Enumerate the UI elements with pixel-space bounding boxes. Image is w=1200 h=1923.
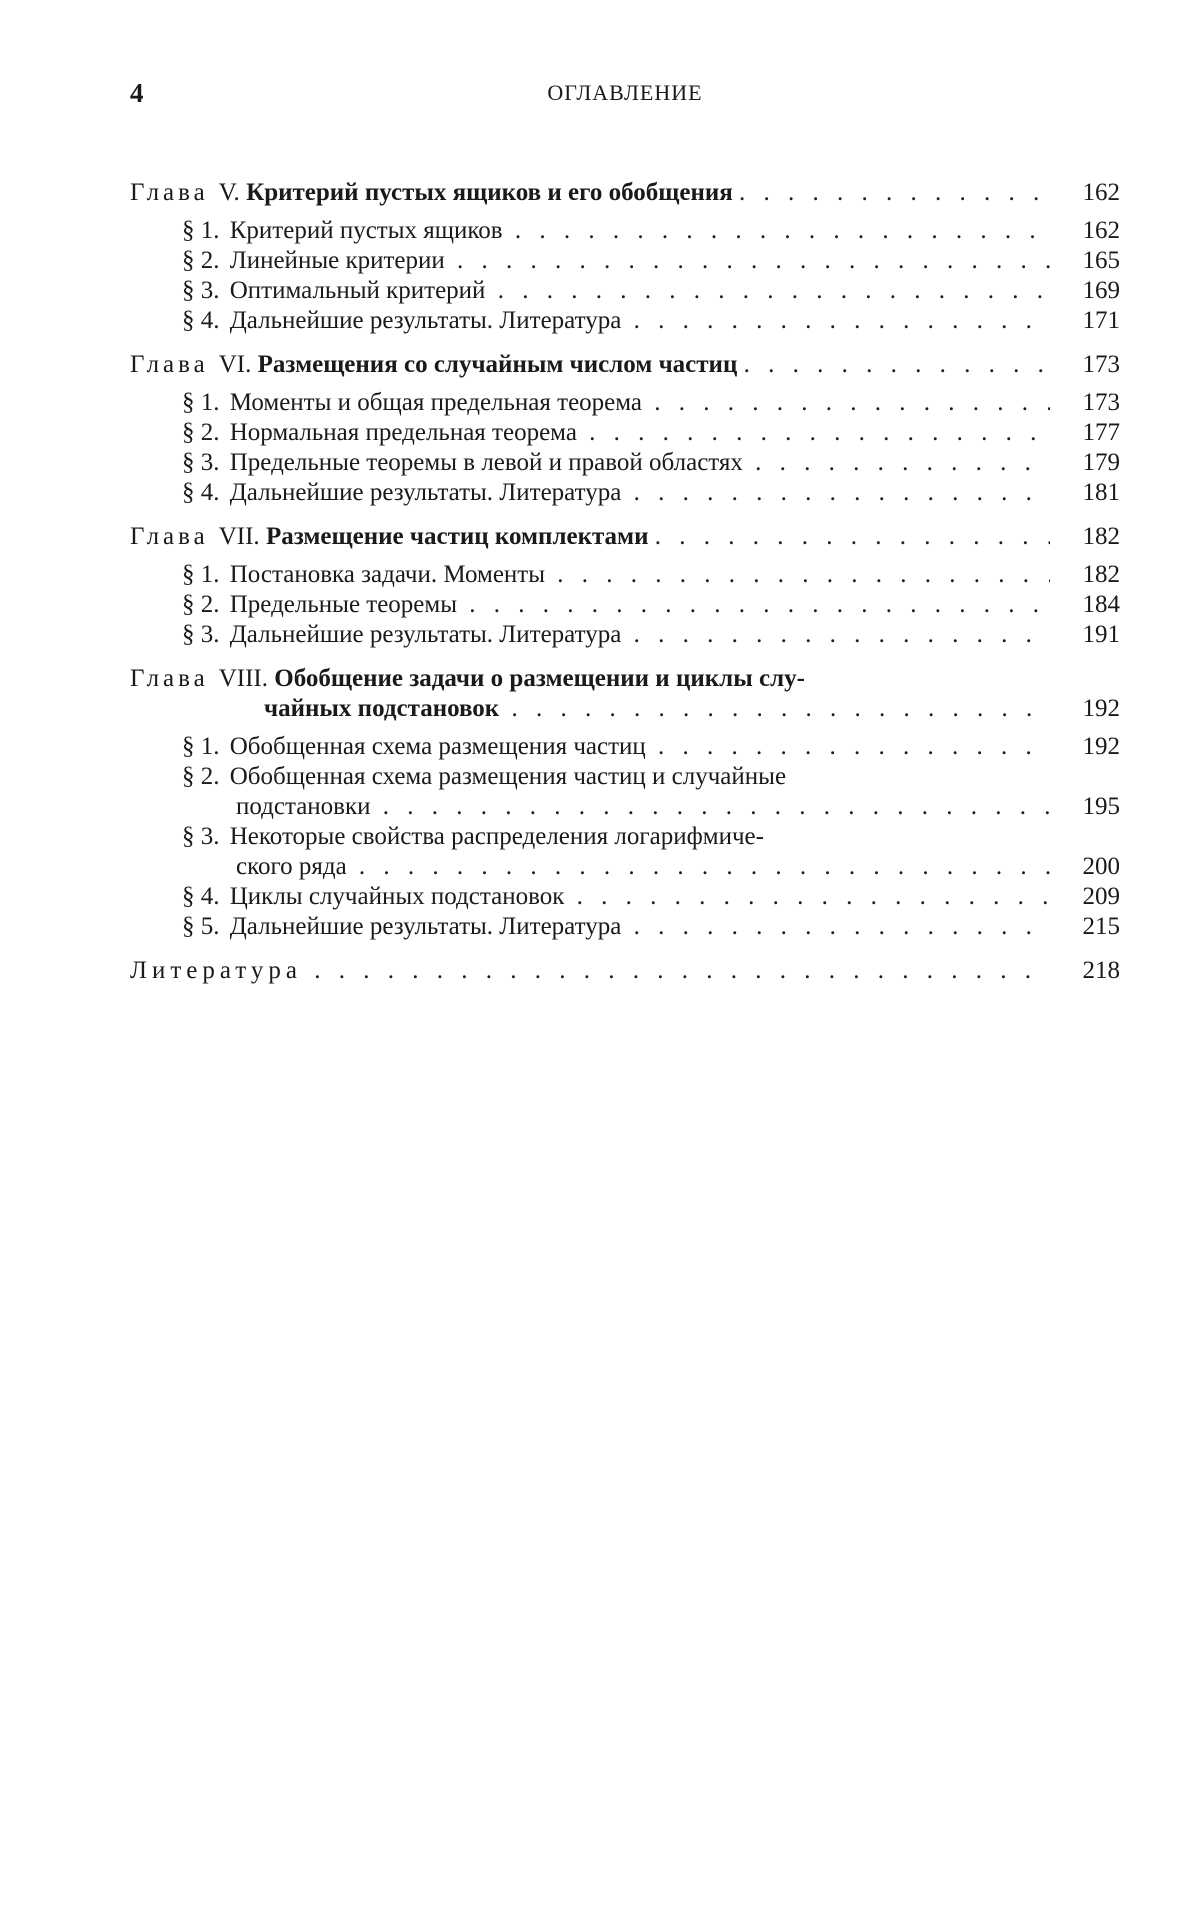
section-entry[interactable] xyxy=(130,478,1120,508)
section-entry[interactable] xyxy=(130,882,1120,912)
page-ref: 218 xyxy=(1082,957,1120,984)
page-ref: 177 xyxy=(1082,419,1120,446)
chapter-heading[interactable] xyxy=(130,522,1120,552)
section-entry[interactable] xyxy=(130,590,1120,620)
chapter-7 xyxy=(130,522,1120,650)
page-ref: 200 xyxy=(1082,853,1120,880)
section-title-line1: Некоторые свойства распределения логарифмиче- xyxy=(229,823,764,850)
section-number: § 1. xyxy=(182,733,220,760)
chapter-word: Глава xyxy=(130,179,209,206)
section-number: § 4. xyxy=(182,479,220,506)
chapter-6 xyxy=(130,350,1120,508)
section-entry[interactable] xyxy=(130,560,1120,590)
page-ref: 195 xyxy=(1082,793,1120,820)
section-number: § 1. xyxy=(182,217,220,244)
page-ref: 165 xyxy=(1082,247,1120,274)
section-title: Предельные теоремы xyxy=(229,591,458,618)
chapter-title-line1: Обобщение задачи о размещении и циклы слу- xyxy=(274,665,805,692)
section-number: § 3. xyxy=(182,823,220,850)
section-title: Критерий пустых ящиков xyxy=(229,217,503,244)
section-entry-line2[interactable] xyxy=(130,852,1120,882)
section-number: § 2. xyxy=(182,763,220,790)
table-of-contents xyxy=(130,178,1120,986)
chapter-title: Размещения со случайным числом частиц xyxy=(257,351,738,378)
page-header xyxy=(130,78,1120,118)
section-title-line2: ского ряда xyxy=(236,853,347,880)
section-number: § 4. xyxy=(182,307,220,334)
chapter-8 xyxy=(130,664,1120,942)
page-ref: 182 xyxy=(1082,523,1120,550)
section-number: § 1. xyxy=(182,561,220,588)
chapter-heading-line2[interactable] xyxy=(130,694,1120,724)
section-title: Дальнейшие результаты. Литература xyxy=(229,479,622,506)
section-number: § 3. xyxy=(182,277,220,304)
chapter-word: Глава xyxy=(130,351,209,378)
chapter-word: Глава xyxy=(130,523,209,550)
section-entry-line1[interactable] xyxy=(130,822,1120,852)
section-number: § 2. xyxy=(182,247,220,274)
section-title: Обобщенная схема размещения частиц xyxy=(229,733,646,760)
section-number: § 5. xyxy=(182,913,220,940)
chapter-title-line2: чайных подстановок xyxy=(264,695,500,722)
section-title: Постановка задачи. Моменты xyxy=(229,561,546,588)
page-ref: 184 xyxy=(1082,591,1120,618)
page-ref: 215 xyxy=(1082,913,1120,940)
chapter-heading[interactable] xyxy=(130,350,1120,380)
section-title: Нормальная предельная теорема xyxy=(229,419,577,446)
section-number: § 2. xyxy=(182,591,220,618)
section-entry-line1[interactable] xyxy=(130,762,1120,792)
section-title: Линейные критерии xyxy=(229,247,445,274)
page-ref: 169 xyxy=(1082,277,1120,304)
section-entry-line2[interactable] xyxy=(130,792,1120,822)
section-entry[interactable] xyxy=(130,276,1120,306)
section-title: Дальнейшие результаты. Литература xyxy=(229,621,622,648)
page-ref: 179 xyxy=(1082,449,1120,476)
section-title: Дальнейшие результаты. Литература xyxy=(229,913,622,940)
section-title: Предельные теоремы в левой и правой областях xyxy=(229,449,743,476)
section-title: Моменты и общая предельная теорема xyxy=(229,389,643,416)
chapter-title: Критерий пустых ящиков и его обобщения xyxy=(246,179,733,206)
section-title: Оптимальный критерий xyxy=(229,277,486,304)
chapter-number: VIII. xyxy=(218,665,268,692)
literature-entry[interactable] xyxy=(130,956,1120,986)
page-ref: 182 xyxy=(1082,561,1120,588)
running-title: ОГЛАВЛЕНИЕ xyxy=(547,80,703,105)
section-entry[interactable] xyxy=(130,306,1120,336)
chapter-heading[interactable] xyxy=(130,178,1120,208)
section-entry[interactable] xyxy=(130,732,1120,762)
chapter-5 xyxy=(130,178,1120,336)
section-title-line1: Обобщенная схема размещения частиц и случайные xyxy=(229,763,787,790)
section-number: § 4. xyxy=(182,883,220,910)
section-entry[interactable] xyxy=(130,448,1120,478)
page-ref: 162 xyxy=(1082,179,1120,206)
section-number: § 3. xyxy=(182,449,220,476)
chapter-number: VI. xyxy=(218,351,252,378)
literature-title: Литература xyxy=(130,957,302,984)
page-ref: 192 xyxy=(1082,733,1120,760)
chapter-heading-line1[interactable] xyxy=(130,664,1120,694)
section-entry[interactable] xyxy=(130,246,1120,276)
page-ref: 173 xyxy=(1082,389,1120,416)
page-ref: 191 xyxy=(1082,621,1120,648)
chapter-number: V. xyxy=(218,179,240,206)
page-number: 4 xyxy=(130,78,144,108)
section-number: § 2. xyxy=(182,419,220,446)
section-title-line2: подстановки xyxy=(236,793,371,820)
page-ref: 192 xyxy=(1082,695,1120,722)
page-ref: 209 xyxy=(1082,883,1120,910)
page-ref: 171 xyxy=(1082,307,1120,334)
section-title: Циклы случайных подстановок xyxy=(229,883,565,910)
page-ref: 162 xyxy=(1082,217,1120,244)
section-number: § 1. xyxy=(182,389,220,416)
section-entry[interactable] xyxy=(130,216,1120,246)
section-title: Дальнейшие результаты. Литература xyxy=(229,307,622,334)
section-entry[interactable] xyxy=(130,620,1120,650)
page-ref: 181 xyxy=(1082,479,1120,506)
chapter-number: VII. xyxy=(218,523,260,550)
section-entry[interactable] xyxy=(130,388,1120,418)
chapter-title: Размещение частиц комплектами xyxy=(265,523,649,550)
page-ref: 173 xyxy=(1082,351,1120,378)
section-number: § 3. xyxy=(182,621,220,648)
section-entry[interactable] xyxy=(130,418,1120,448)
section-entry[interactable] xyxy=(130,912,1120,942)
chapter-word: Глава xyxy=(130,665,209,692)
